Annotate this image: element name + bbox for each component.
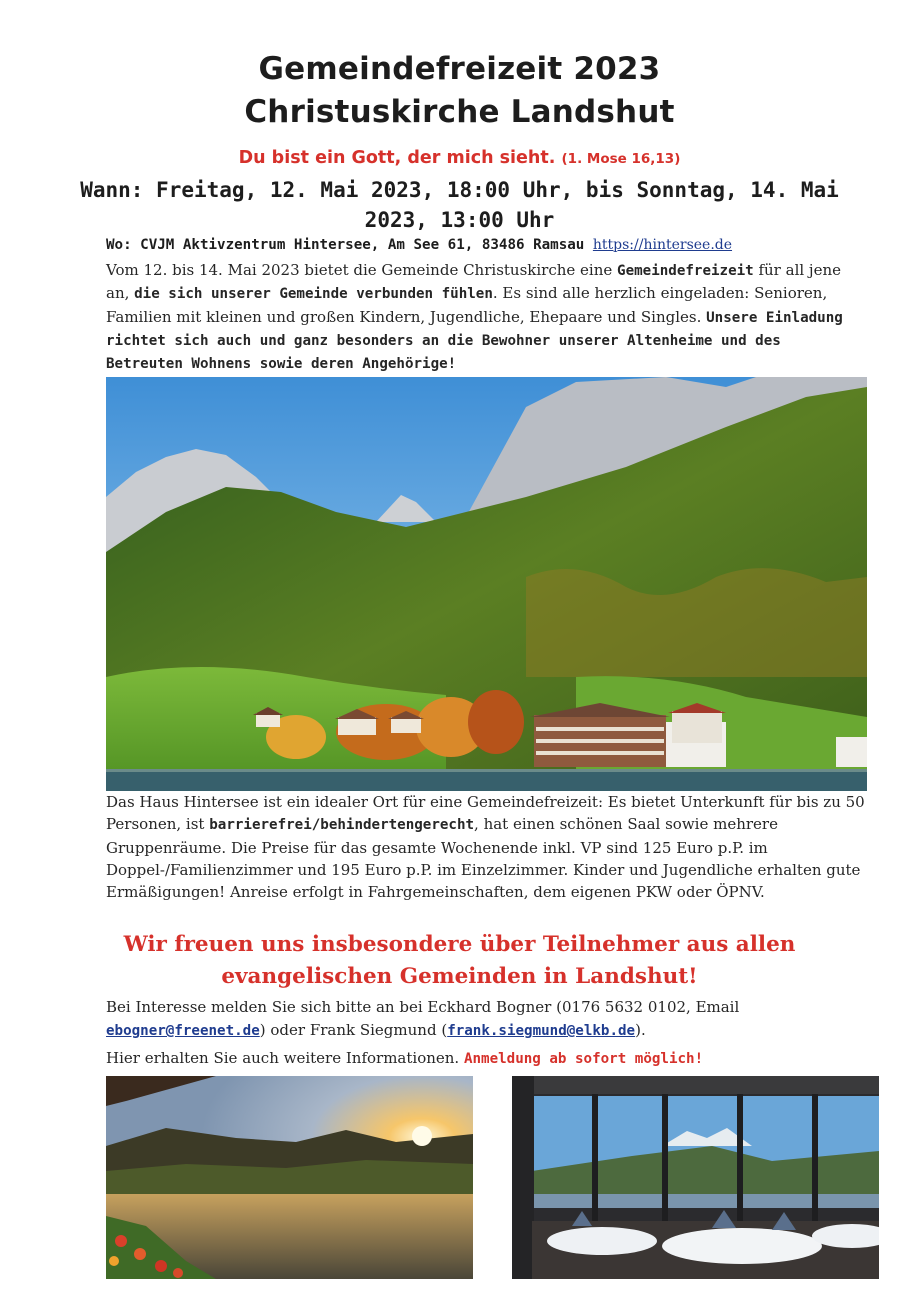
- intro-bold-2: die sich unserer Gemeinde verbunden fühlen: [134, 286, 493, 303]
- highlight-message: [0, 929, 919, 993]
- contact-paragraph: [106, 996, 866, 1043]
- intro-text-2: für all jene an,: [106, 261, 841, 303]
- contact-text-1: Bei Interesse melden Sie sich bitte an bei Eckhard Bogner (0176 5632 0102, Email: [106, 998, 740, 1016]
- website-link[interactable]: https://hintersee.de: [592, 237, 733, 253]
- description-bold-1: barrierefrei/behindertengerecht: [209, 817, 475, 834]
- intro-text-3: . Es sind alle herzlich eingeladen: Senioren, Familien mit kleinen und großen Kindern, Jugendliche, Ehepaare und Singles.: [106, 284, 828, 326]
- highlight-line-1: Wir freuen uns insbesondere über Teilnehmer aus allen: [123, 932, 796, 957]
- info-line: [106, 1046, 866, 1071]
- intro-paragraph: [106, 259, 866, 375]
- location-text: Wo: CVJM Aktivzentrum Hintersee, Am See 61, 83486 Ramsau: [106, 237, 585, 253]
- verse-reference: (1. Mose 16,13): [561, 151, 681, 167]
- intro-text-1: Vom 12. bis 14. Mai 2023 bietet die Gemeinde Christuskirche eine: [106, 261, 618, 279]
- verse-text: Du bist ein Gott, der mich sieht.: [238, 148, 556, 168]
- email-link-bogner[interactable]: ebogner@freenet.de: [106, 1023, 260, 1039]
- dining-room-photo: [512, 1076, 879, 1279]
- description-text-2: , hat einen schönen Saal sowie mehrere Gruppenräume. Die Preise für das gesamte Wochenende inkl. VP sind 125 Euro p.P. im Doppel-/Familienzimmer und 195 Euro p.P. im Einzelzimmer. Kinder und Jugendliche erhalten gute Ermäßigungen! Anreise erfolgt in Fahrgemeinschaften, dem eigenen PKW oder ÖPNV.: [106, 815, 861, 902]
- highlight-line-2: evangelischen Gemeinden in Landshut!: [221, 964, 698, 989]
- info-text: Hier erhalten Sie auch weitere Informationen.: [106, 1049, 464, 1067]
- registration-notice: Anmeldung ab sofort möglich!: [463, 1051, 704, 1067]
- event-date: Wann: Freitag, 12. Mai 2023, 18:00 Uhr, bis Sonntag, 14. Mai 2023, 13:00 Uhr: [80, 178, 839, 232]
- intro-bold-1: Gemeindefreizeit: [617, 263, 754, 279]
- description-text-1: Das Haus Hintersee ist ein idealer Ort für eine Gemeindefreizeit: Es bietet Unterkunft für bis zu 50 Personen, ist: [106, 793, 865, 834]
- hintersee-landscape-photo: [106, 377, 867, 791]
- description-paragraph: [106, 791, 866, 903]
- contact-text-2: ) oder Frank Siegmund (: [259, 1021, 448, 1039]
- title-line-1: Gemeindefreizeit 2023: [258, 51, 661, 87]
- bible-verse: [0, 145, 919, 172]
- sunset-lake-photo: [106, 1076, 473, 1279]
- title-line-2: Christuskirche Landshut: [244, 94, 675, 130]
- email-link-siegmund[interactable]: frank.siegmund@elkb.de: [447, 1023, 636, 1039]
- intro-bold-3: Unsere Einladung richtet sich auch und ganz besonders an die Bewohner unserer Altenheime und des Betreuten Wohnens sowie deren Angehörige!: [106, 309, 843, 373]
- contact-text-3: ).: [635, 1021, 646, 1039]
- event-location: [106, 234, 866, 256]
